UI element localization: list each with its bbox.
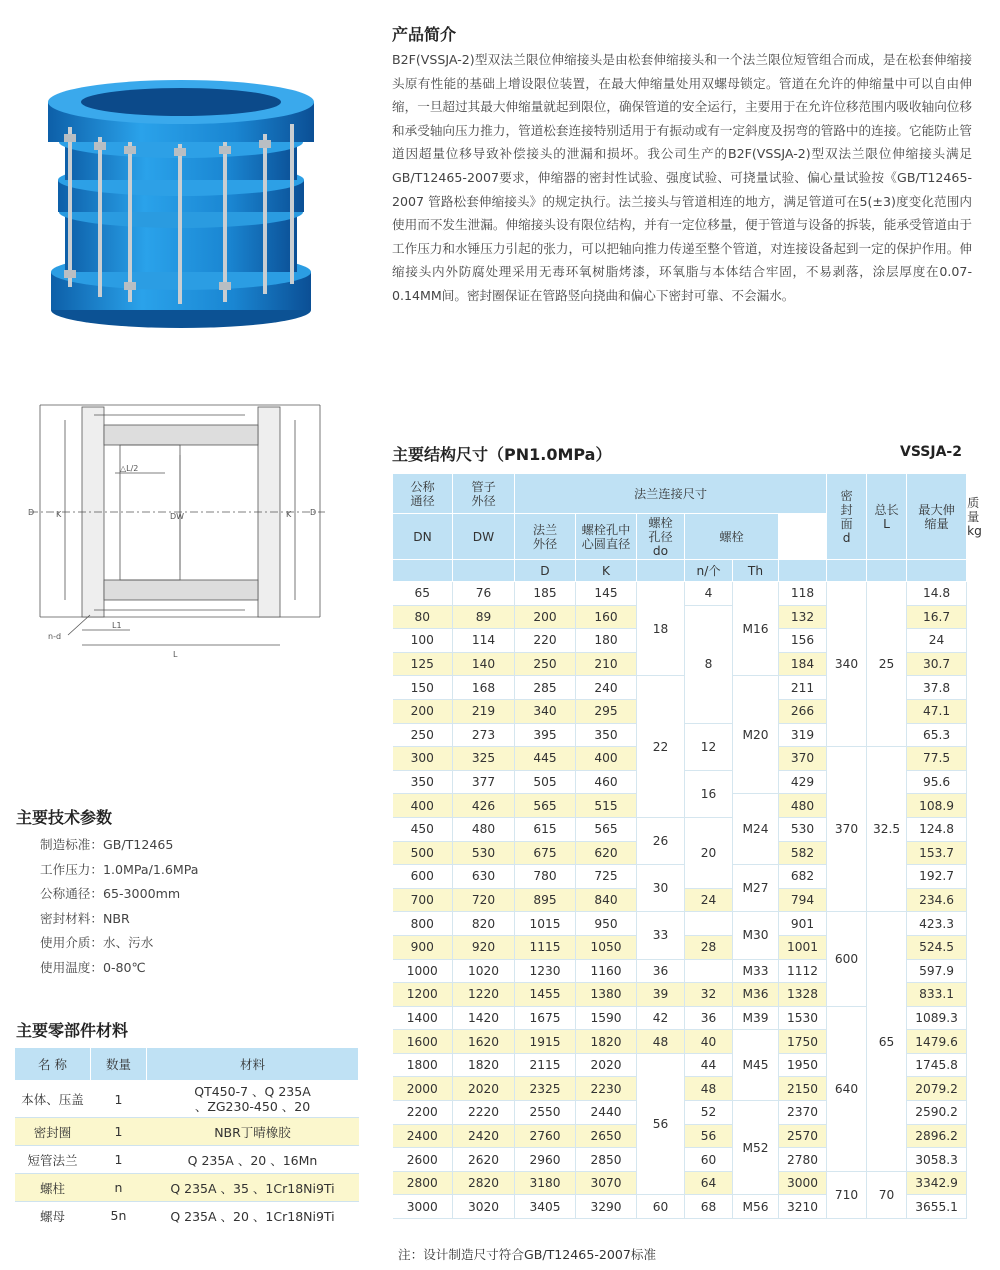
table-row (15, 1202, 359, 1230)
cell-k: 1820 (576, 1030, 637, 1054)
cell-do: 60 (637, 1195, 685, 1219)
cell-k: 460 (576, 770, 637, 794)
part-name: 螺母 (15, 1202, 91, 1230)
cell-k: 2650 (576, 1124, 637, 1148)
cell-k: 210 (576, 652, 637, 676)
cell-dw: 820 (453, 912, 515, 936)
cell-n: 36 (685, 1006, 733, 1030)
cell-dw: 1020 (453, 959, 515, 983)
cell-n: 44 (685, 1053, 733, 1077)
cell-dw: 168 (453, 676, 515, 700)
cell-th: M39 (733, 1006, 779, 1030)
parts-header: 材料 (147, 1048, 359, 1081)
tech-item: 工作压力：1.0MPa/1.6MPa (40, 861, 199, 877)
cell-k: 2020 (576, 1053, 637, 1077)
cell-dn: 700 (393, 888, 453, 912)
header-bolt-circle: 螺栓孔中心圆直径 (576, 514, 637, 560)
cell-n: 40 (685, 1030, 733, 1054)
cell-k: 565 (576, 817, 637, 841)
cell-dn: 400 (393, 794, 453, 818)
header-max-expansion: 最大伸缩量 (907, 474, 967, 560)
cell-dw: 2620 (453, 1148, 515, 1172)
cell-th: M33 (733, 959, 779, 983)
tech-list (40, 833, 199, 980)
cell-th: M36 (733, 983, 779, 1007)
parts-title: 主要零部件材料 (16, 1021, 129, 1040)
tech-item: 制造标准：GB/T12465 (40, 837, 174, 852)
cell-d: 285 (515, 676, 576, 700)
part-qty: 1 (91, 1081, 147, 1118)
cell-dw: 76 (453, 582, 515, 606)
cell-dn: 2800 (393, 1171, 453, 1195)
dimension-table: 公称通径 管子外径 法兰连接尺寸 密封面 d 总长 L 最大伸缩量 质量 kg DN DW 法兰外径 螺栓孔中心圆直径 螺栓孔径 do 螺栓 D K n/个 Th 65 76 185 145 18 4 M16 118 340 25 14.8 80 89 200 160 8 132 16.7 100 114 220 180 156 24 125 140 250 210 184 30.7 150 168 285 240 22 M20 211 37.8 200 219 340 295 266 47.1 250 273 395 350 12 319 65.3 300 325 445 400 370 370 32.5 77.5 350 377 505 460 16 429 95.6 400 426 565 515 M24 480 108.9 450 480 615 565 26 20 530 124.8 500 530 675 620 582 153.7 600 630 780 725 30 M27 682 192.7 700 720 895 840 24 794 234.6 800 820 1015 950 33 M30 901 600 65 423.3 900 920 1115 1050 28 1001 524.5 1000 1020 1230 1160 36 M33 1112 597.9 1200 1220 1455 1380 39 32 M36 1328 833.1 1400 1420 1675 1590 42 36 M39 1530 640 1089.3 1600 1620 1915 1820 48 40 M45 1750 1479.6 1800 1820 2115 2020 56 44 1950 1745.8 2000 2020 2325 2230 48 2150 2079.2 2200 2220 2550 2440 52 M52 2370 2590.2 2400 2420 2760 2650 56 2570 2896.2 2600 2620 2960 2850 60 2780 3058.3 2800 2820 3180 3070 64 3000 710 70 3342.9 3000 3020 3405 3290 60 68 M56 3210 3655.1 (392, 473, 967, 1219)
tech-item: 公称通径：65-3000mm (40, 886, 181, 901)
dims-title: 主要结构尺寸（PN1.0MPa） (392, 445, 612, 464)
cell-dn: 3000 (393, 1195, 453, 1219)
cell-dw: 2820 (453, 1171, 515, 1195)
cell-dn: 250 (393, 723, 453, 747)
cell-d: 445 (515, 747, 576, 771)
cell-d: 2370 (779, 1101, 827, 1125)
cell-k: 1050 (576, 935, 637, 959)
cell-l: 370 (827, 747, 867, 912)
cell-d: 1915 (515, 1030, 576, 1054)
cell-kg: 2896.2 (907, 1124, 967, 1148)
header-blank (453, 560, 515, 582)
part-name: 密封圈 (15, 1118, 91, 1146)
cell-d: 480 (779, 794, 827, 818)
cell-k: 3070 (576, 1171, 637, 1195)
cell-dn: 600 (393, 865, 453, 889)
cell-n: 20 (685, 817, 733, 888)
cell-n: 12 (685, 723, 733, 770)
cell-kg: 1089.3 (907, 1006, 967, 1030)
cell-kg: 833.1 (907, 983, 967, 1007)
cell-kg: 423.3 (907, 912, 967, 936)
cell-do: 26 (637, 817, 685, 864)
cell-n: 52 (685, 1101, 733, 1125)
cell-k: 350 (576, 723, 637, 747)
cell-exp: 32.5 (867, 747, 907, 912)
cell-d: 2550 (515, 1101, 576, 1125)
header-total-length: 总长 L (867, 474, 907, 560)
cell-d: 3180 (515, 1171, 576, 1195)
cell-do: 33 (637, 912, 685, 959)
cell-dn: 1800 (393, 1053, 453, 1077)
header-blank (779, 560, 827, 582)
cell-n (685, 912, 733, 936)
header-nominal: 公称通径 (393, 474, 453, 514)
cell-d: 794 (779, 888, 827, 912)
cell-d: 220 (515, 629, 576, 653)
header-blank (867, 560, 907, 582)
cell-kg: 65.3 (907, 723, 967, 747)
cell-exp: 65 (867, 912, 907, 1172)
header-flange-od: 法兰外径 (515, 514, 576, 560)
cell-kg: 24 (907, 629, 967, 653)
cell-k: 145 (576, 582, 637, 606)
drawing-label-dw: DW (170, 512, 185, 521)
cell-k: 1590 (576, 1006, 637, 1030)
intro-text: B2F(VSSJA-2)型双法兰限位伸缩接头是由松套伸缩接头和一个法兰限位短管组合而成，是在松套伸缩接头原有性能的基础上增设限位装置，在最大伸缩量处用双螺母锁定。管道在允许的伸缩量中可以自由伸缩，一旦超过其最大伸缩量就起到限位，确保管道的安全运行，主要用于在允许位移范围内吸收轴向位移和承受轴向压力推力，管道松套连接特别适用于有振动或有一定斜度及拐弯的管路中的连接。它能防止管道因超量位移导致补偿接头的泄漏和损坏。我公司生产的B2F(VSSJA-2)型双法兰限位伸缩接头满足GB/T12465-2007要求，伸缩器的密封性试验、强度试验、可挠量试验、偏心量试验按《GB/T12465-2007 管路松套伸缩接头》的规定执行。法兰接头与管道相连的地方，满足管道可在5(±3)度变化范围内使用而不发生泄漏。伸缩接头设有限位结构，并有一定位移量，便于管道与设备的拆装，能承受管道由于工作压力和水锤压力引起的张力，可以把轴向推力传递至整个管道，对连接设备起到一定的保护作用。伸缩接头内外防腐处理采用无毒环氧树脂烤漆，环氧脂与本体结合牢固，不易剥落，涂层厚度在0.07-0.14MM间。密封圈保证在管路竖向挠曲和偏心下密封可靠、不会漏水。 (392, 52, 972, 303)
cell-d: 200 (515, 605, 576, 629)
drawing-label-d-left: D (28, 508, 35, 517)
cell-exp: 70 (867, 1171, 907, 1218)
cell-dn: 2000 (393, 1077, 453, 1101)
cell-k: 2850 (576, 1148, 637, 1172)
cell-dw: 480 (453, 817, 515, 841)
cell-dn: 65 (393, 582, 453, 606)
header-pipe-od: 管子外径 (453, 474, 515, 514)
drawing-label-k-left: K (56, 510, 62, 519)
cell-d: 895 (515, 888, 576, 912)
drawing-label-l1: L1 (112, 621, 122, 630)
cell-do: 30 (637, 865, 685, 912)
cell-dn: 80 (393, 605, 453, 629)
cell-th: M30 (733, 912, 779, 959)
cell-do: 39 (637, 983, 685, 1007)
cell-dn: 1400 (393, 1006, 453, 1030)
cell-k: 950 (576, 912, 637, 936)
cell-d: 1530 (779, 1006, 827, 1030)
cell-d: 185 (515, 582, 576, 606)
drawing-label-d-right: D (310, 508, 317, 517)
cell-k: 2230 (576, 1077, 637, 1101)
header-K: K (576, 560, 637, 582)
cell-d: 565 (515, 794, 576, 818)
cell-kg: 77.5 (907, 747, 967, 771)
cell-n: 8 (685, 605, 733, 723)
cell-d: 3405 (515, 1195, 576, 1219)
cell-d: 2115 (515, 1053, 576, 1077)
cell-dw: 630 (453, 865, 515, 889)
cell-kg: 124.8 (907, 817, 967, 841)
cell-l: 640 (827, 1006, 867, 1171)
cell-k: 295 (576, 699, 637, 723)
cell-dw: 3020 (453, 1195, 515, 1219)
header-D: D (515, 560, 576, 582)
header-blank (907, 560, 967, 582)
cell-d: 1950 (779, 1053, 827, 1077)
cell-dn: 2400 (393, 1124, 453, 1148)
part-qty: 5n (91, 1202, 147, 1230)
cell-d: 1015 (515, 912, 576, 936)
part-name: 短管法兰 (15, 1146, 91, 1174)
cell-dw: 2420 (453, 1124, 515, 1148)
cell-dw: 273 (453, 723, 515, 747)
cell-kg: 1479.6 (907, 1030, 967, 1054)
cell-d: 2150 (779, 1077, 827, 1101)
cell-d: 780 (515, 865, 576, 889)
cell-k: 160 (576, 605, 637, 629)
cell-do: 22 (637, 676, 685, 818)
cell-kg: 2590.2 (907, 1101, 967, 1125)
cell-d: 132 (779, 605, 827, 629)
cell-n: 28 (685, 935, 733, 959)
cell-d: 370 (779, 747, 827, 771)
cell-dn: 1600 (393, 1030, 453, 1054)
cell-k: 620 (576, 841, 637, 865)
cell-d: 1675 (515, 1006, 576, 1030)
drawing-label-k-right: K (286, 510, 292, 519)
cell-d: 429 (779, 770, 827, 794)
cell-dn: 125 (393, 652, 453, 676)
cell-k: 1380 (576, 983, 637, 1007)
cell-dn: 500 (393, 841, 453, 865)
cell-kg: 2079.2 (907, 1077, 967, 1101)
table-row (15, 1118, 359, 1146)
cell-dw: 219 (453, 699, 515, 723)
header-seal-face: 密封面 d (827, 474, 867, 560)
cell-do: 36 (637, 959, 685, 983)
dimension-table-body (393, 582, 967, 1219)
cell-th: M27 (733, 865, 779, 912)
cell-kg: 597.9 (907, 959, 967, 983)
model-code: VSSJA-2 (900, 444, 962, 460)
cell-dw: 426 (453, 794, 515, 818)
part-qty: 1 (91, 1146, 147, 1174)
cell-dn: 2200 (393, 1101, 453, 1125)
table-row (15, 1174, 359, 1202)
cell-k: 1160 (576, 959, 637, 983)
cell-kg: 1745.8 (907, 1053, 967, 1077)
tech-item: 使用介质：水、污水 (40, 935, 154, 950)
cell-d: 901 (779, 912, 827, 936)
cell-d: 582 (779, 841, 827, 865)
table-row (15, 1146, 359, 1174)
cell-n: 4 (685, 582, 733, 606)
cell-dw: 140 (453, 652, 515, 676)
part-material: Q 235A 、20 、16Mn (147, 1146, 359, 1174)
cell-n: 60 (685, 1148, 733, 1172)
cell-d: 266 (779, 699, 827, 723)
cell-dn: 1200 (393, 983, 453, 1007)
cell-dn: 300 (393, 747, 453, 771)
cell-d: 615 (515, 817, 576, 841)
header-blank (637, 560, 685, 582)
cell-n: 24 (685, 888, 733, 912)
cell-d: 1001 (779, 935, 827, 959)
cell-d: 2570 (779, 1124, 827, 1148)
cell-dw: 2220 (453, 1101, 515, 1125)
cell-d: 530 (779, 817, 827, 841)
cell-d: 1750 (779, 1030, 827, 1054)
cell-th: M56 (733, 1195, 779, 1219)
cell-k: 2440 (576, 1101, 637, 1125)
cell-th: M16 (733, 582, 779, 676)
cell-kg: 3058.3 (907, 1148, 967, 1172)
table-row (393, 582, 967, 606)
cell-d: 340 (515, 699, 576, 723)
cell-dw: 1820 (453, 1053, 515, 1077)
parts-table (14, 1047, 359, 1229)
cell-k: 240 (576, 676, 637, 700)
cell-k: 840 (576, 888, 637, 912)
cell-d: 2325 (515, 1077, 576, 1101)
cell-d: 1455 (515, 983, 576, 1007)
cell-kg: 95.6 (907, 770, 967, 794)
cell-d: 505 (515, 770, 576, 794)
table-row (393, 912, 967, 936)
cell-dn: 800 (393, 912, 453, 936)
cell-kg: 47.1 (907, 699, 967, 723)
cell-kg: 234.6 (907, 888, 967, 912)
cell-dn: 150 (393, 676, 453, 700)
cell-d: 211 (779, 676, 827, 700)
part-material: NBR丁晴橡胶 (147, 1118, 359, 1146)
header-bolt-hole: 螺栓孔径 do (637, 514, 685, 560)
cell-n: 64 (685, 1171, 733, 1195)
cell-l: 710 (827, 1171, 867, 1218)
cell-kg: 3342.9 (907, 1171, 967, 1195)
cell-l: 340 (827, 582, 867, 747)
tech-item: 密封材料：NBR (40, 910, 130, 926)
cell-dw: 114 (453, 629, 515, 653)
tech-title: 主要技术参数 (16, 808, 113, 827)
cell-do: 48 (637, 1030, 685, 1054)
header-dn: DN (393, 514, 453, 560)
cell-dn: 100 (393, 629, 453, 653)
cell-kg: 108.9 (907, 794, 967, 818)
parts-header: 名 称 (15, 1048, 91, 1081)
part-qty: 1 (91, 1118, 147, 1146)
cell-dw: 920 (453, 935, 515, 959)
cell-dw: 377 (453, 770, 515, 794)
cell-n: 32 (685, 983, 733, 1007)
cell-d: 250 (515, 652, 576, 676)
part-name: 螺柱 (15, 1174, 91, 1202)
cell-kg: 30.7 (907, 652, 967, 676)
cell-exp: 25 (867, 582, 907, 747)
cell-do: 18 (637, 582, 685, 676)
cell-d: 3000 (779, 1171, 827, 1195)
part-material: QT450-7 、Q 235A 、ZG230-450 、20 (147, 1081, 359, 1118)
cell-th: M45 (733, 1030, 779, 1101)
cell-dw: 720 (453, 888, 515, 912)
cell-k: 3290 (576, 1195, 637, 1219)
header-n: n/个 (685, 560, 733, 582)
cell-n: 16 (685, 770, 733, 817)
drawing-label-dl2: △L/2 (120, 464, 139, 473)
cell-kg: 524.5 (907, 935, 967, 959)
cell-dw: 89 (453, 605, 515, 629)
intro-title: 产品简介 (392, 25, 457, 44)
cell-dn: 900 (393, 935, 453, 959)
cell-kg: 37.8 (907, 676, 967, 700)
cell-dw: 1220 (453, 983, 515, 1007)
cell-d: 2960 (515, 1148, 576, 1172)
cell-do: 56 (637, 1053, 685, 1195)
cell-dw: 325 (453, 747, 515, 771)
cell-n: 56 (685, 1124, 733, 1148)
cell-dn: 350 (393, 770, 453, 794)
tech-item: 使用温度：0-80℃ (40, 959, 146, 975)
product-photo (40, 72, 322, 332)
header-bolt: 螺栓 (685, 514, 779, 560)
cell-k: 400 (576, 747, 637, 771)
cell-d: 1230 (515, 959, 576, 983)
cell-d: 2760 (515, 1124, 576, 1148)
cell-dn: 200 (393, 699, 453, 723)
drawing-label-l: L (173, 650, 178, 659)
cell-dw: 530 (453, 841, 515, 865)
technical-drawing (20, 395, 335, 670)
cell-d: 319 (779, 723, 827, 747)
cell-kg: 192.7 (907, 865, 967, 889)
cell-dn: 450 (393, 817, 453, 841)
cell-n: 68 (685, 1195, 733, 1219)
cell-dw: 1420 (453, 1006, 515, 1030)
header-flange: 法兰连接尺寸 (515, 474, 827, 514)
cell-d: 395 (515, 723, 576, 747)
cell-d: 1112 (779, 959, 827, 983)
header-blank (827, 560, 867, 582)
part-name: 本体、压盖 (15, 1081, 91, 1118)
part-material: Q 235A 、20 、1Cr18Ni9Ti (147, 1202, 359, 1230)
cell-d: 156 (779, 629, 827, 653)
header-dw: DW (453, 514, 515, 560)
cell-dw: 2020 (453, 1077, 515, 1101)
cell-th: M20 (733, 676, 779, 794)
cell-th: M52 (733, 1101, 779, 1195)
cell-kg: 153.7 (907, 841, 967, 865)
header-th: Th (733, 560, 779, 582)
cell-kg: 3655.1 (907, 1195, 967, 1219)
cell-dn: 1000 (393, 959, 453, 983)
header-blank (393, 560, 453, 582)
cell-dn: 2600 (393, 1148, 453, 1172)
cell-d: 675 (515, 841, 576, 865)
cell-th: M24 (733, 794, 779, 865)
part-material: Q 235A 、35 、1Cr18Ni9Ti (147, 1174, 359, 1202)
table-row (15, 1081, 359, 1118)
cell-k: 180 (576, 629, 637, 653)
cell-k: 515 (576, 794, 637, 818)
cell-d: 2780 (779, 1148, 827, 1172)
cell-d: 682 (779, 865, 827, 889)
cell-l: 600 (827, 912, 867, 1006)
part-qty: n (91, 1174, 147, 1202)
footnote: 注：设计制造尺寸符合GB/T12465-2007标准 (398, 1247, 657, 1262)
cell-d: 184 (779, 652, 827, 676)
cell-d: 1328 (779, 983, 827, 1007)
cell-do: 42 (637, 1006, 685, 1030)
cell-d: 3210 (779, 1195, 827, 1219)
cell-d: 118 (779, 582, 827, 606)
cell-kg: 14.8 (907, 582, 967, 606)
cell-n: 48 (685, 1077, 733, 1101)
cell-kg: 16.7 (907, 605, 967, 629)
cell-k: 725 (576, 865, 637, 889)
cell-d: 1115 (515, 935, 576, 959)
cell-n (685, 959, 733, 983)
cell-dw: 1620 (453, 1030, 515, 1054)
parts-header: 数量 (91, 1048, 147, 1081)
drawing-label-nd: n-d (48, 632, 62, 641)
